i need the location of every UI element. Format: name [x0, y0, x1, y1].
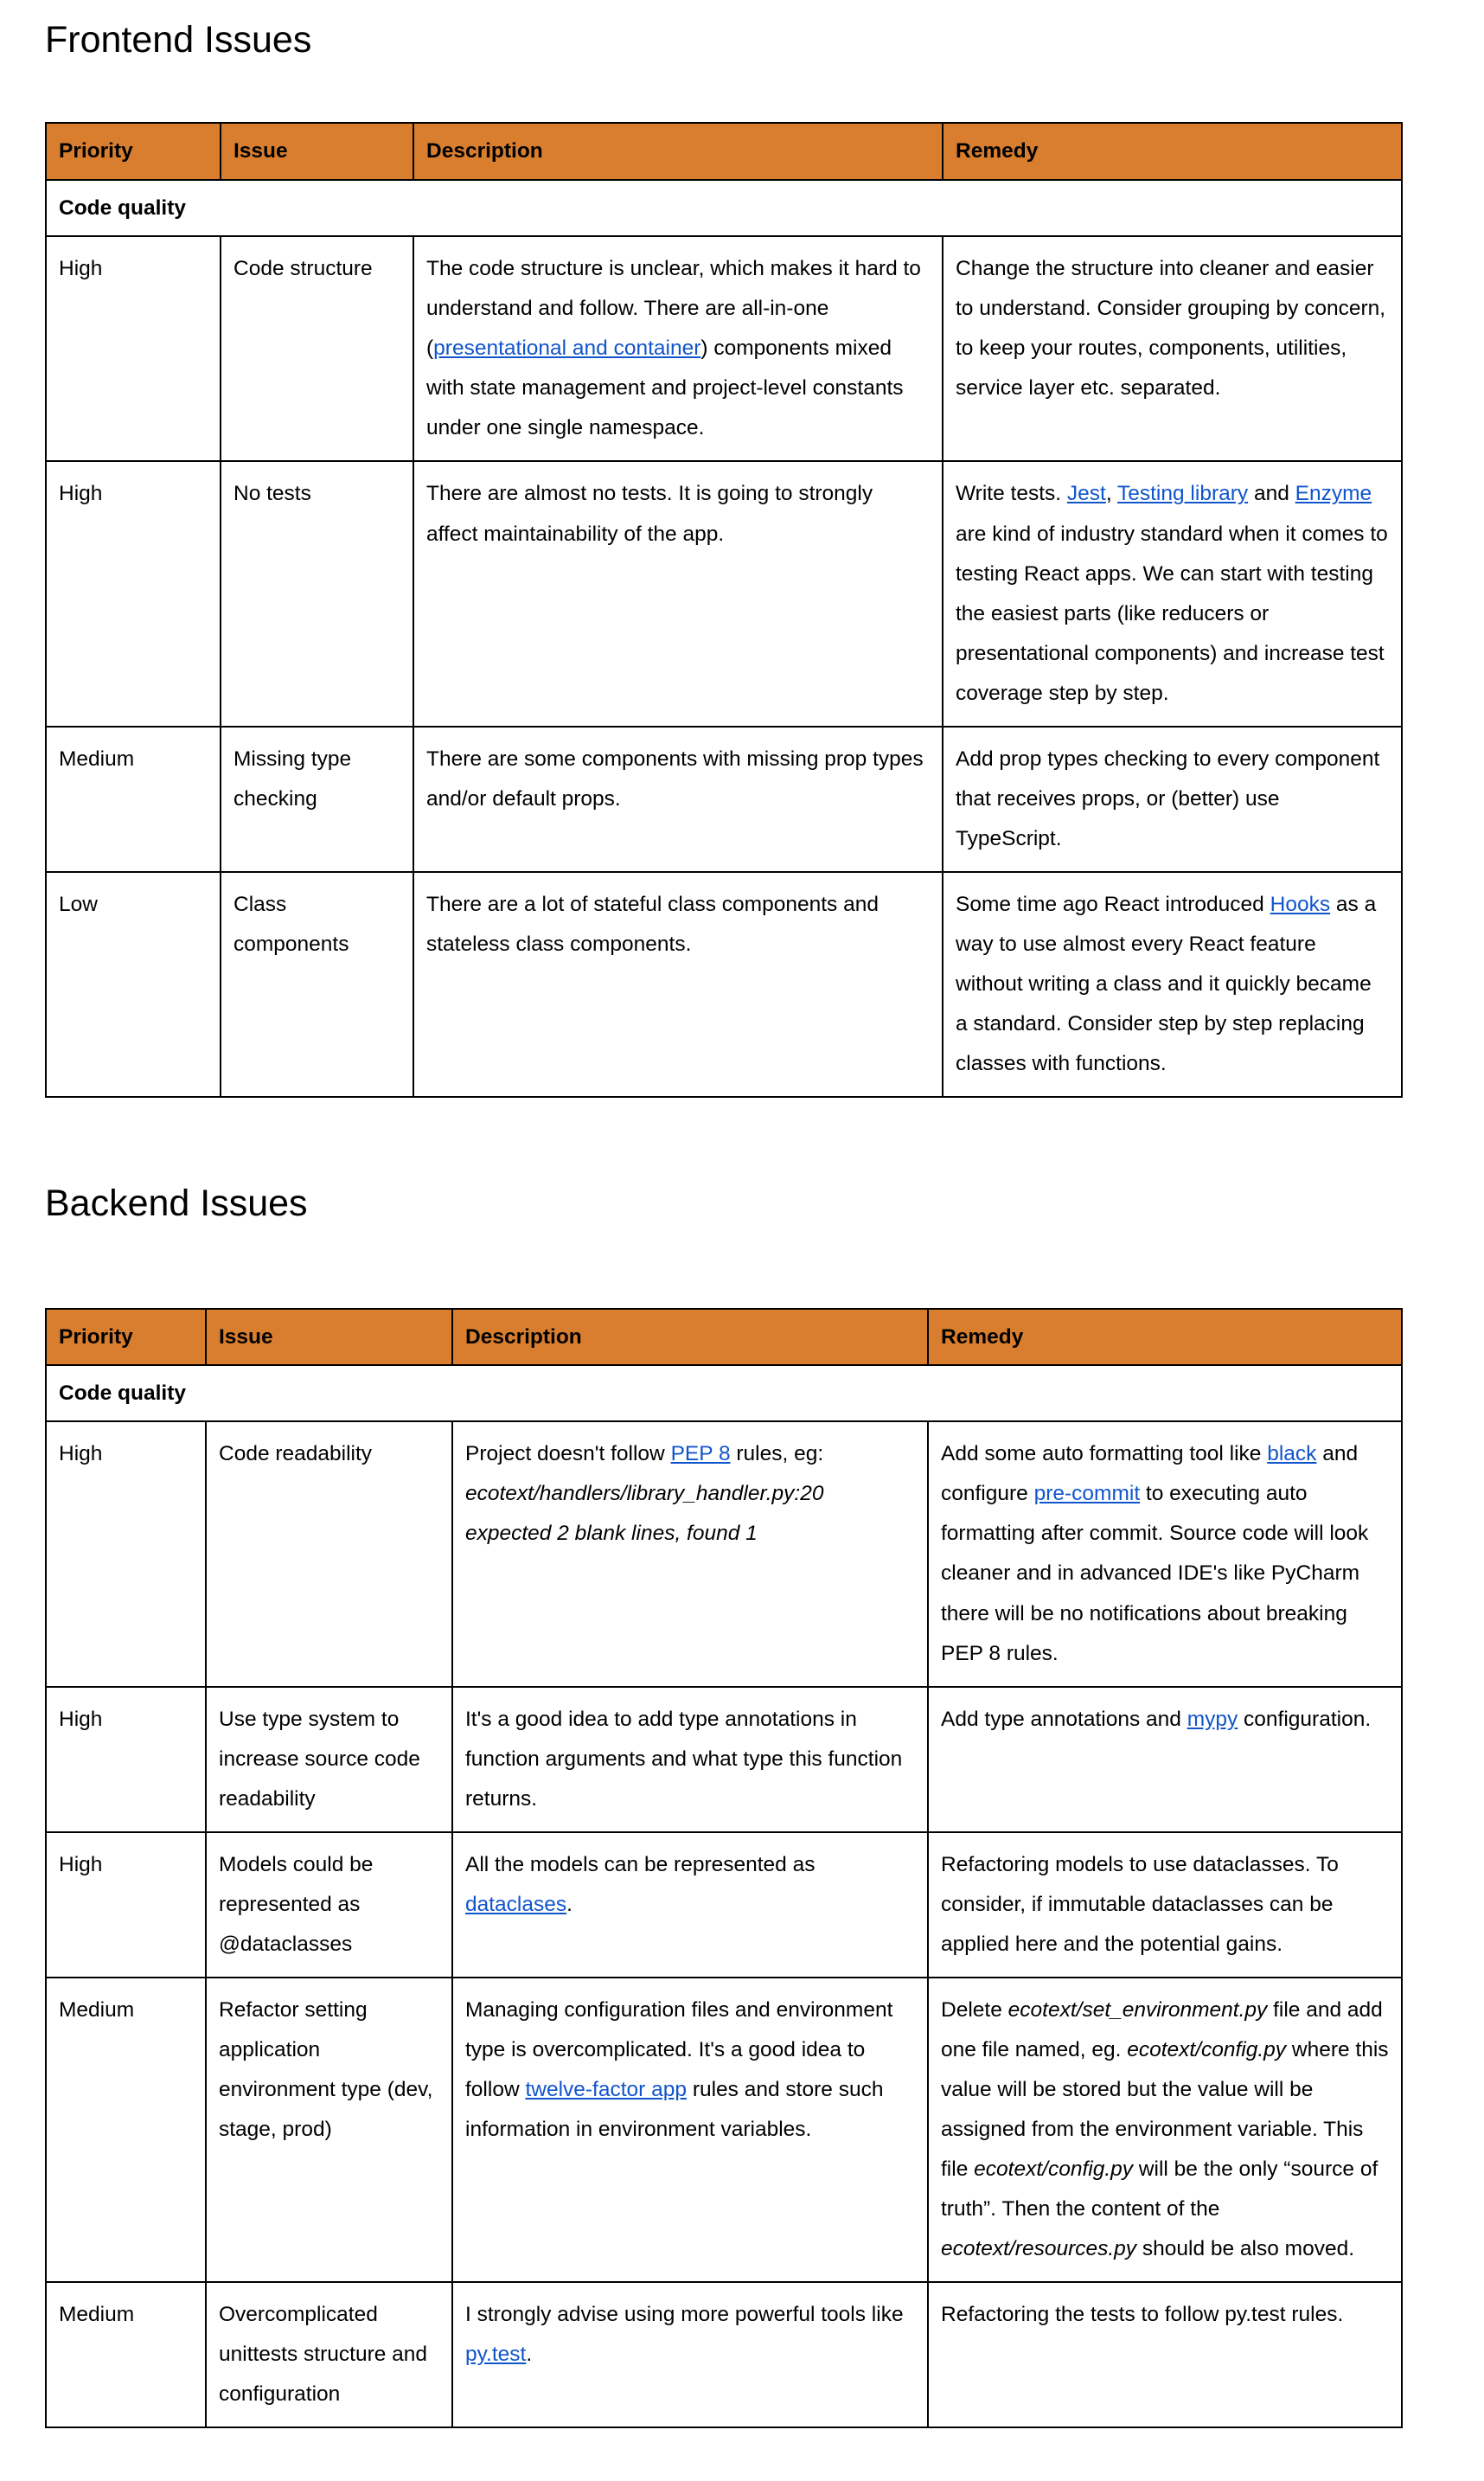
- link-dataclases[interactable]: dataclases: [465, 1892, 567, 1916]
- cell-remedy: [943, 872, 1402, 1097]
- spacer-backend: [45, 1226, 1439, 1308]
- cell-priority: Medium: [46, 2282, 206, 2427]
- link-hooks[interactable]: Hooks: [1270, 892, 1331, 916]
- link-jest[interactable]: Jest: [1066, 482, 1106, 506]
- frontend-issues-table: [45, 122, 1403, 1098]
- table-row: [46, 1978, 1402, 2282]
- cell-description: There are a lot of stateful class components and stateless class components.: [413, 872, 943, 1097]
- spacer-frontend: [45, 61, 1439, 122]
- link-presentational-and-container[interactable]: presentational and container: [433, 337, 701, 361]
- spacer-between-sections: [45, 1098, 1439, 1183]
- cell-remedy: Change the structure into cleaner and easier to understand. Consider grouping by concern, to keep your routes, components, utilities, service layer etc. separated.: [943, 236, 1402, 461]
- code-path-emphasis: ecotext/handlers/library_handler.py:20 expected 2 blank lines, found 1: [465, 1482, 824, 1546]
- cell-priority: High: [46, 461, 221, 726]
- remedy-text: Some time ago React introduced Hooks as a way to use almost every React feature without writing a class and it quickly became a standard. Consider step by step replacing classes with functions.: [956, 892, 1377, 1076]
- table-group-row: [46, 1365, 1402, 1421]
- remedy-text: Add type annotations and mypy configuration.: [941, 1707, 1372, 1731]
- table-row: [46, 461, 1402, 726]
- column-header-remedy: Remedy: [928, 1309, 1402, 1365]
- cell-remedy: [928, 1421, 1402, 1686]
- backend-table-head: [46, 1309, 1402, 1365]
- cell-priority: Low: [46, 872, 221, 1097]
- cell-priority: High: [46, 1687, 206, 1832]
- table-header-row: [46, 1309, 1402, 1365]
- cell-priority: Medium: [46, 727, 221, 872]
- remedy-text: Delete ecotext/set_environment.py file and add one file named, eg. ecotext/config.py where this value will be stored but the value will be assigned from the environment variable. This file ecotext/config.py will be the only “source of truth”. Then the content of the ecotext/resources.py should be also moved.: [941, 1997, 1389, 2261]
- cell-remedy: [928, 1687, 1402, 1832]
- cell-issue: Models could be represented as @dataclasses: [206, 1832, 452, 1978]
- column-header-priority: Priority: [46, 1309, 206, 1365]
- link-pep-8[interactable]: PEP 8: [670, 1442, 731, 1466]
- table-row: [46, 2282, 1402, 2427]
- link-twelve-factor-app[interactable]: twelve-factor app: [525, 2077, 688, 2101]
- column-header-issue: Issue: [206, 1309, 452, 1365]
- cell-description: [452, 2282, 928, 2427]
- backend-title-block: [45, 1183, 1439, 1225]
- cell-remedy: Refactoring the tests to follow py.test rules.: [928, 2282, 1402, 2427]
- table-row: [46, 236, 1402, 461]
- link-pre-commit[interactable]: pre-commit: [1033, 1482, 1141, 1506]
- cell-issue: Class components: [221, 872, 413, 1097]
- column-header-priority: Priority: [46, 123, 221, 179]
- cell-description: There are some components with missing prop types and/or default props.: [413, 727, 943, 872]
- backend-issues-table: [45, 1308, 1403, 2429]
- backend-table-body: [46, 1365, 1402, 2427]
- column-header-issue: Issue: [221, 123, 413, 179]
- group-label-code-quality: Code quality: [46, 180, 1402, 236]
- table-row: [46, 727, 1402, 872]
- page-tail-spacer: [45, 2428, 1439, 2463]
- column-header-description: Description: [413, 123, 943, 179]
- cell-issue: Code structure: [221, 236, 413, 461]
- remedy-text: Write tests. Jest, Testing library and Enzyme are kind of industry standard when it comes to testing React apps. We can start with testing the easiest parts (like reducers or presentational components) and increase test coverage step by step.: [956, 482, 1388, 705]
- cell-issue: Missing type checking: [221, 727, 413, 872]
- cell-issue: Code readability: [206, 1421, 452, 1686]
- description-text: Project doesn't follow PEP 8 rules, eg: ecotext/handlers/library_handler.py:20 expected 2 blank lines, found 1: [465, 1442, 824, 1546]
- description-text: Managing configuration files and environment type is overcomplicated. It's a good idea to follow twelve-factor app rules and store such information in environment variables.: [465, 1997, 893, 2142]
- code-path-emphasis: ecotext/config.py: [974, 2157, 1133, 2182]
- cell-remedy: [928, 1978, 1402, 2282]
- cell-issue: Use type system to increase source code readability: [206, 1687, 452, 1832]
- cell-description: [452, 1421, 928, 1686]
- remedy-text: Add some auto formatting tool like black and configure pre-commit to executing auto formatting after commit. Source code will look cleaner and in advanced IDE's like PyCharm there will be no notifications about breaking PEP 8 rules.: [941, 1442, 1369, 1665]
- cell-priority: High: [46, 1832, 206, 1978]
- description-text: All the models can be represented as dataclases.: [465, 1852, 816, 1916]
- cell-priority: Medium: [46, 1978, 206, 2282]
- page-title-frontend: Frontend Issues: [45, 19, 312, 61]
- link-black[interactable]: black: [1267, 1442, 1317, 1466]
- cell-description: There are almost no tests. It is going to strongly affect maintainability of the app.: [413, 461, 943, 726]
- table-row: [46, 1687, 1402, 1832]
- code-path-emphasis: ecotext/config.py: [1127, 2037, 1287, 2061]
- column-header-remedy: Remedy: [943, 123, 1402, 179]
- cell-remedy: Refactoring models to use dataclasses. To consider, if immutable dataclasses can be applied here and the potential gains.: [928, 1832, 1402, 1978]
- frontend-table-head: [46, 123, 1402, 179]
- description-text: The code structure is unclear, which makes it hard to understand and follow. There are all-in-one (presentational and container) components mixed with state management and project-level constants under one single namespace.: [426, 257, 921, 440]
- table-row: [46, 1421, 1402, 1686]
- table-row: [46, 872, 1402, 1097]
- cell-issue: No tests: [221, 461, 413, 726]
- link-enzyme[interactable]: Enzyme: [1295, 482, 1372, 506]
- page-title-backend: Backend Issues: [45, 1183, 308, 1225]
- link-testing-library[interactable]: Testing library: [1117, 482, 1249, 506]
- link-py-test[interactable]: py.test: [465, 2343, 527, 2367]
- cell-priority: High: [46, 236, 221, 461]
- frontend-title-block: [45, 0, 1439, 61]
- code-path-emphasis: ecotext/set_environment.py: [1007, 1997, 1268, 2022]
- table-group-row: [46, 180, 1402, 236]
- cell-description: [413, 236, 943, 461]
- code-path-emphasis: ecotext/resources.py: [941, 2237, 1137, 2261]
- cell-remedy: [943, 461, 1402, 726]
- cell-priority: High: [46, 1421, 206, 1686]
- description-text: I strongly advise using more powerful tools like py.test.: [465, 2303, 904, 2367]
- link-mypy[interactable]: mypy: [1187, 1707, 1238, 1731]
- cell-description: [452, 1832, 928, 1978]
- group-label-code-quality: Code quality: [46, 1365, 1402, 1421]
- cell-issue: Overcomplicated unittests structure and configuration: [206, 2282, 452, 2427]
- table-row: [46, 1832, 1402, 1978]
- table-header-row: [46, 123, 1402, 179]
- column-header-description: Description: [452, 1309, 928, 1365]
- cell-description: It's a good idea to add type annotations in function arguments and what type this function returns.: [452, 1687, 928, 1832]
- cell-issue: Refactor setting application environment type (dev, stage, prod): [206, 1978, 452, 2282]
- cell-description: [452, 1978, 928, 2282]
- cell-remedy: Add prop types checking to every component that receives props, or (better) use TypeScript.: [943, 727, 1402, 872]
- frontend-table-body: [46, 180, 1402, 1097]
